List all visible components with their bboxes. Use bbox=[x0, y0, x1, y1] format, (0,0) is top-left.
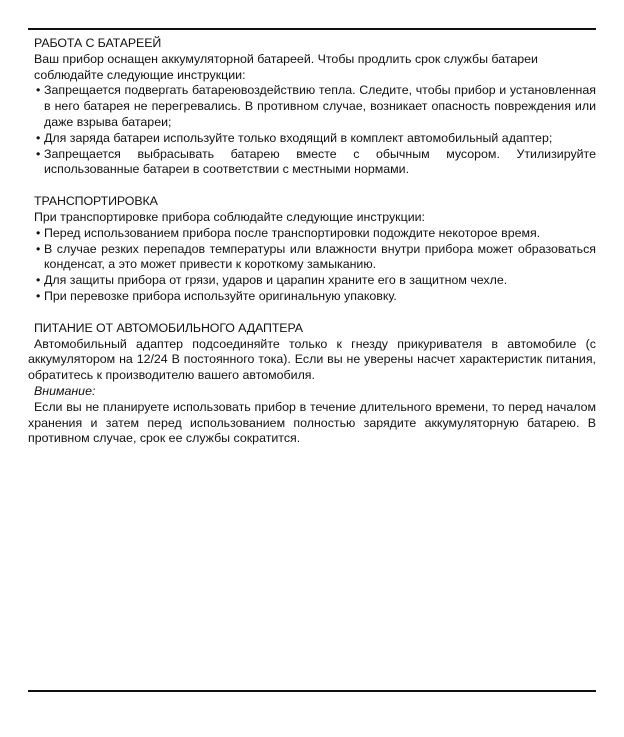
bullet-icon: • bbox=[36, 273, 41, 288]
list-item bbox=[28, 131, 596, 147]
list-item-text: В случае резких перепадов температуры или влажности внутри прибора может образоваться конденсат, а это может привести к короткому замыканию. bbox=[44, 241, 596, 272]
bullet-icon: • bbox=[36, 241, 41, 256]
list-item-text: Для защиты прибора от грязи, ударов и царапин храните его в защитном чехле. bbox=[44, 273, 508, 288]
power-section bbox=[28, 321, 596, 447]
note-text: Если вы не планируете использовать прибор в течение длительного времени, то перед началом хранения и затем перед использованием полностью зарядите аккумуляторную батарею. В противном случае, срок ее службы сократится. bbox=[28, 399, 596, 446]
bullet-icon: • bbox=[36, 225, 41, 240]
list-item-text: При перевозке прибора используйте оригинальную упаковку. bbox=[44, 288, 397, 303]
battery-heading: РАБОТА С БАТАРЕЕЙ bbox=[34, 36, 162, 50]
transport-intro: При транспортировке прибора соблюдайте следующие инструкции: bbox=[34, 209, 425, 224]
power-heading: ПИТАНИЕ ОТ АВТОМОБИЛЬНОГО АДАПТЕРА bbox=[34, 320, 303, 335]
battery-section bbox=[28, 36, 596, 178]
document-body bbox=[28, 36, 596, 463]
note-label: Внимание: bbox=[34, 383, 96, 398]
power-text: Автомобильный адаптер подсоединяйте только к гнезду прикуривателя в автомобиле (с аккумулятором на 12/24 В постоянного тока). Если вы не уверены насчет характеристик питания, обратитесь к производителю вашего автомобиля. bbox=[28, 336, 596, 383]
list-item-text: Для заряда батареи используйте только входящий в комплект автомобильный адаптер; bbox=[44, 130, 553, 145]
battery-intro: Ваш прибор оснащен аккумуляторной батареей. Чтобы продлить срок службы батареи соблюдайте следующие инструкции: bbox=[34, 51, 538, 82]
transport-section bbox=[28, 194, 596, 305]
bullet-icon: • bbox=[36, 146, 41, 161]
list-item bbox=[28, 226, 596, 242]
transport-list bbox=[28, 226, 596, 305]
list-item bbox=[28, 147, 596, 179]
battery-list bbox=[28, 83, 596, 178]
bullet-icon: • bbox=[36, 83, 41, 98]
list-item bbox=[28, 273, 596, 289]
transport-heading: ТРАНСПОРТИРОВКА bbox=[34, 194, 158, 209]
list-item-text: Запрещается подвергать батареювоздействию тепла. Следите, чтобы прибор и установленная в него батарея не перегревались. В противном случае, возникает опасность повреждения или даже взрыва батареи; bbox=[44, 83, 596, 129]
list-item bbox=[28, 242, 596, 274]
bullet-icon: • bbox=[36, 288, 41, 303]
list-item-text: Запрещается выбрасывать батарею вместе с обычным мусором. Утилизируйте использованные батареи в соответствии с местными нормами. bbox=[44, 146, 596, 177]
list-item-text: Перед использованием прибора после транспортировки подождите некоторое время. bbox=[44, 225, 541, 240]
bottom-rule bbox=[28, 690, 596, 692]
bullet-icon: • bbox=[36, 130, 41, 145]
list-item bbox=[28, 83, 596, 130]
list-item bbox=[28, 289, 596, 305]
top-rule bbox=[28, 28, 596, 30]
